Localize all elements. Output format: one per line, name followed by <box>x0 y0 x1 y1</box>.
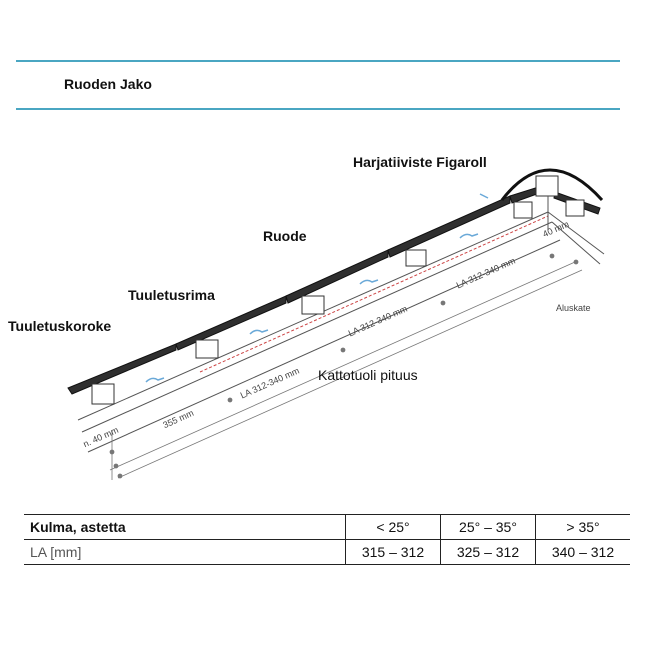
table-row-label: LA [mm] <box>24 540 346 565</box>
batten-2 <box>196 340 218 358</box>
table-cell: 325 – 312 <box>441 540 536 565</box>
table-cell: 315 – 312 <box>346 540 441 565</box>
table-header-label: Kulma, astetta <box>24 515 346 540</box>
table-header-row <box>24 515 630 540</box>
label-vent-riser: Tuuletuskoroke <box>8 318 112 334</box>
table-header-col: 25° – 35° <box>441 515 536 540</box>
bottom-rule <box>16 108 620 110</box>
batten-6 <box>566 200 584 216</box>
top-rule <box>16 60 620 62</box>
dim-la-first: LA 312-340 mm <box>238 365 301 401</box>
dim-top-gap: 40 mm <box>541 218 571 240</box>
label-rafter-length: Kattotuoli pituus <box>318 367 418 383</box>
table-cell: 340 – 312 <box>536 540 631 565</box>
underlay-line <box>200 216 548 372</box>
label-underlay: Aluskate <box>556 303 591 313</box>
label-ridge-seal: Harjatiiviste Figaroll <box>353 154 487 170</box>
label-counter-batten: Tuuletusrima <box>128 287 215 303</box>
dim-la-second: LA 312-340 mm <box>346 303 409 339</box>
batten-4 <box>406 250 426 266</box>
batten-1 <box>92 384 114 404</box>
page-title: Ruoden Jako <box>64 76 152 92</box>
ridge-seal <box>536 176 558 196</box>
table-header-col: > 35° <box>536 515 631 540</box>
batten-3 <box>302 296 324 314</box>
batten-5 <box>514 202 532 218</box>
spacing-table <box>24 514 630 565</box>
dim-bottom-gap: n. 40 mm <box>81 424 120 450</box>
label-batten: Ruode <box>263 228 307 244</box>
rafter-structure <box>78 212 604 452</box>
table-header-col: < 25° <box>346 515 441 540</box>
dim-la-third: LA 312-340 mm <box>454 255 517 291</box>
dim-eave-offset: 355 mm <box>161 407 196 431</box>
table-row <box>24 540 630 565</box>
